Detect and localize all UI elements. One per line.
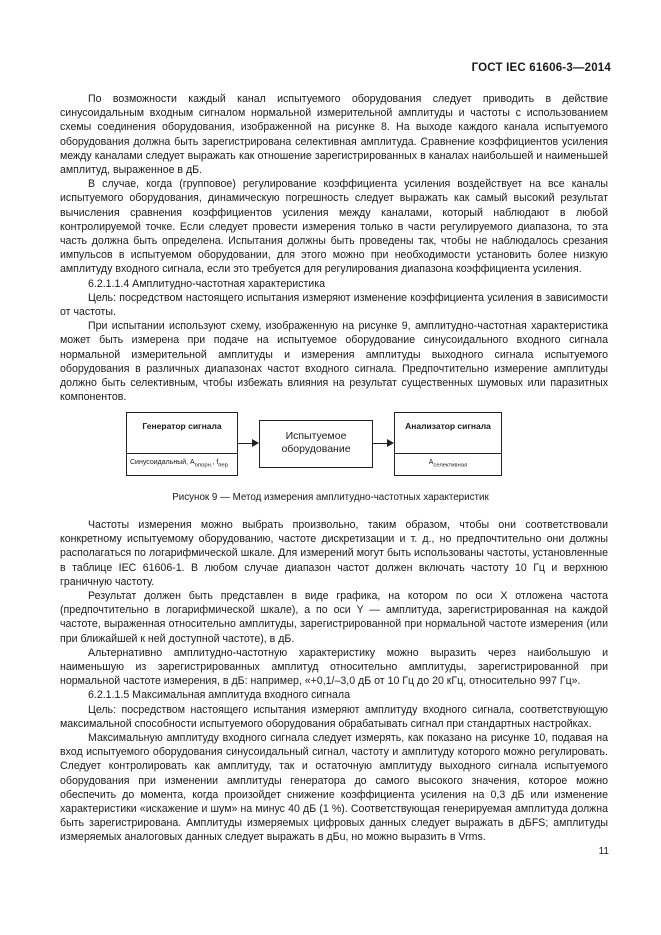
generator-sub-index2: пер <box>218 462 228 469</box>
paragraph: При испытании используют схему, изображенную на рисунке 9, амплитудно-частотная характеристика может быть измерена при подаче на испытуемое оборудование синусоидального входного сигнала нормальной измерительной амплитуды и измерения амплитуды выходного сигнала испытуемого оборудования в различных диапазонах частот входного сигнала. Предпочтительно измерение амплитуды должно быть селективным, чтобы избежать влияния на результат существенных шумовых или паразитных компонентов. <box>60 320 608 404</box>
section-heading: 6.2.1.1.5 Максимальная амплитуда входного сигнала <box>88 689 350 702</box>
paragraph: Альтернативно амплитудно-частотную характеристику можно выразить через наибольшую и наименьшую из зарегистрированных амплитуд относительно амплитуды, зарегистрированной при нормальной частоте измерения, в дБ: например, «+0,1/–3,0 дБ от 10 Гц до 20 кГц, относительно 997 Гц». <box>60 646 608 688</box>
paragraph: Результат должен быть представлен в виде графика, на котором по оси X отложена частота (предпочтительно в логарифмической шкале), а по оси Y — амплитуда, зарегистрированная на каждой частоте, выраженная относительно амплитуды, зарегистрированной при нормальной частоте измерения (или при ближайшей к ней доступной частоте), в дБ. <box>60 590 608 645</box>
box-divider <box>127 453 237 454</box>
generator-title: Генератор сигнала <box>142 421 222 431</box>
analyzer-box <box>394 412 502 476</box>
paragraph: Цель: посредством настоящего испытания измеряют изменение коэффициента усиления в зависимости от частоты. <box>60 291 608 319</box>
paragraph: По возможности каждый канал испытуемого оборудования следует приводить в действие синусоидальным входным сигналом нормальной измерительной амплитуды и частоты с использованием схемы соединения оборудования, изображенной на рисунке 8. На выходе каждого канала испытуемого оборудования должна быть зарегистрирована селективная амплитуда. Сравнение коэффициентов усиления между каналами следует выражать как отношение зарегистрированных в каналах наибольшей и наименьшей амплитуд, выраженное в дБ. <box>60 93 608 177</box>
paragraph: Цель: посредством настоящего испытания измеряют амплитуду входного сигнала, соответствующую максимальной способности испытуемого оборудования обрабатывать сигнал при стандартных настройках. <box>60 703 608 730</box>
analyzer-params <box>398 457 498 471</box>
paragraph: Максимальную амплитуду входного сигнала следует измерять, как показано на рисунке 10, подавая на вход испытуемого оборудования синусоидальный сигнал, частоту и амплитуду которого можно регулировать. Следует контролировать как амплитуду, так и остаточную амплитуду выходного сигнала испытуемого оборудования при изменении амплитуды генератора до самого высокого значения, которое можно обеспечить до момента, когда произойдет снижение коэффициента усиления на 0,3 дБ или изменение характеристики «искажение и шум» на минус 40 дБ (1 %). Соответствующая генерируемая амплитуда должна быть зарегистрирована. Амплитуды измеряемых цифровых данных следует выражать в дБFS; амплитуды измеряемых аналоговых данных следует выражать в дБu, но можно выразить в Vrms. <box>60 732 608 844</box>
analyzer-title: Анализатор сигнала <box>405 421 491 431</box>
analyzer-sub-text: A <box>428 459 434 466</box>
generator-box <box>126 412 238 476</box>
standard-header: ГОСТ IEC 61606-3—2014 <box>471 62 611 74</box>
text-block-lower <box>60 518 608 845</box>
text-block-upper <box>60 92 608 404</box>
generator-sub-text: Синусоидальный, A <box>130 459 195 466</box>
figure-9-diagram <box>126 412 532 484</box>
figure-caption: Рисунок 9 — Метод измерения амплитудно-частотных характеристик <box>172 492 489 503</box>
arrow-generator-to-dut <box>238 443 257 444</box>
generator-sub-tail: , f <box>212 459 219 466</box>
dut-title: Испытуемое оборудование <box>281 430 351 455</box>
dut-box <box>259 420 373 468</box>
page-number: 11 <box>598 846 609 857</box>
generator-params <box>130 457 234 471</box>
generator-sub-index: опорн. <box>194 462 213 469</box>
arrow-dut-to-analyzer <box>373 443 392 444</box>
box-divider <box>395 453 501 454</box>
paragraph: В случае, когда (групповое) регулирование коэффициента усиления воздействует на все каналы испытуемого оборудования, динамическую погрешность следует выражать как самый высокий результат вычисления сравнения коэффициентов усиления между каналами, который наблюдают в любой контролируемой точке. Если следует провести измерения только в части регулируемого диапазона, то эта часть должна быть определена. Испытания должны быть проведены так, чтобы не наблюдалось срезания импульсов в испытуемом оборудовании, для этого можно при необходимости установить более низкую амплитуду входного сигнала, если это требуется для регулирования диапазона коэффициента усиления. <box>60 178 608 276</box>
paragraph: Частоты измерения можно выбрать произвольно, таким образом, чтобы они соответствовали конкретному испытуемому оборудованию, частоте дискретизации и т. д., но предпочтительно они должны располагаться по логарифмической шкале. Для измерений могут быть использованы частоты, установленные в таблице IEC 61606-1. В любом случае диапазон частот должен включать частоту 10 Гц и верхнюю граничную частоту. <box>60 519 608 588</box>
analyzer-sub-index: селективная <box>433 462 468 469</box>
section-heading: 6.2.1.1.4 Амплитудно-частотная характеристика <box>88 277 325 290</box>
